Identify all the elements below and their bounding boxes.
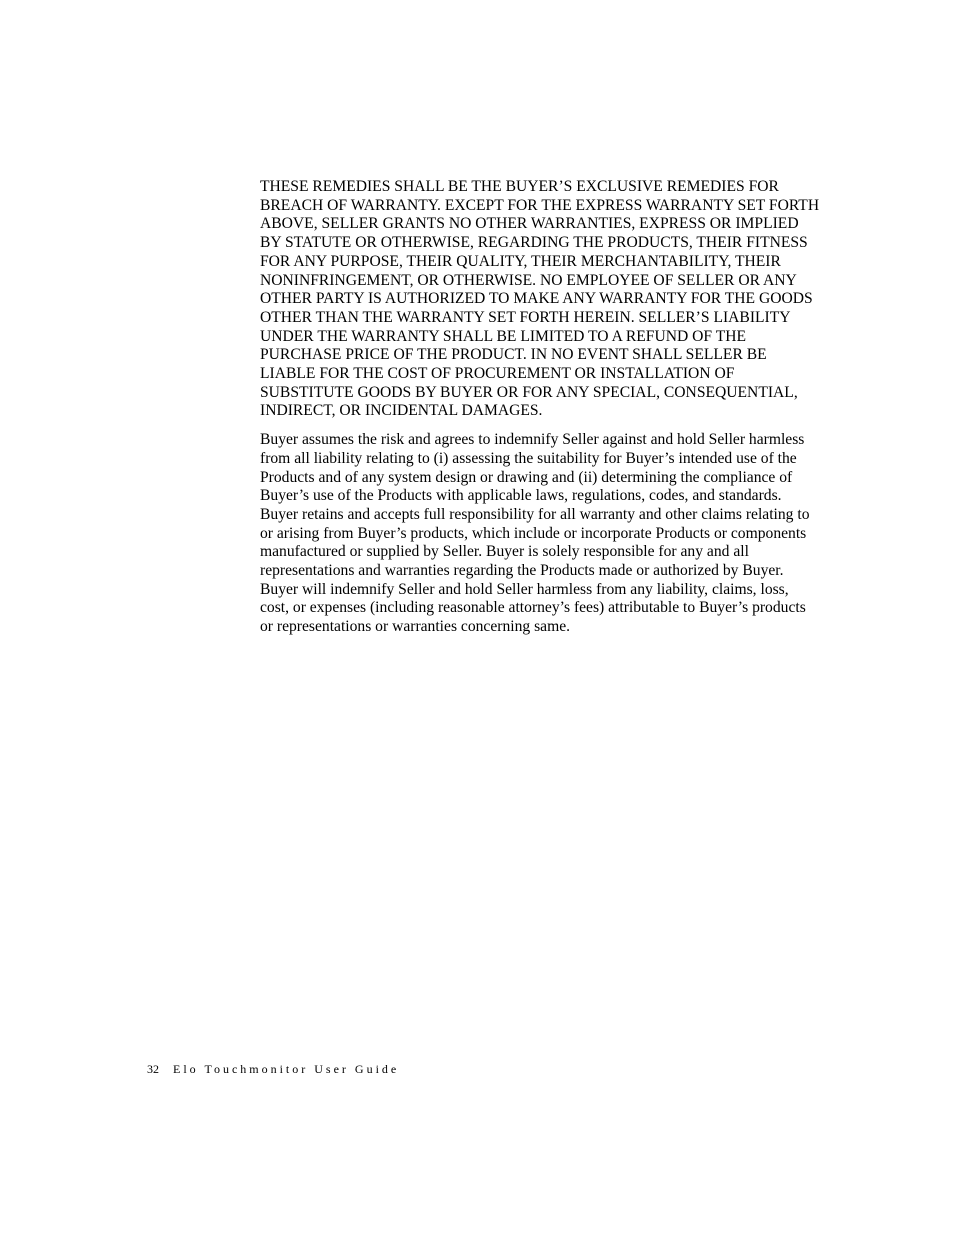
buyer-indemnification-paragraph: Buyer assumes the risk and agrees to indemnify Seller against and hold Seller harmless from all liability relating to (i) assessing the suitability for Buyer’s intended use of the Products and of any system design or drawing and (ii) determining the compliance of Buyer’s use of the Products with applicable laws, regulations, codes, and standards. Buyer retains and accepts full responsibility for all warranty and other claims relating to or arising from Buyer’s products, which include or incorporate Products or components manufactured or supplied by Seller. Buyer is solely responsible for any and all representations and warranties regarding the Products made or authorized by Buyer. Buyer will indemnify Seller and hold Seller harmless from any liability, claims, loss, cost, or expenses (including reasonable attorney’s fees) attributable to Buyer’s products or representations or warranties concerning same.	[260, 431, 810, 636]
guide-title: Elo Touchmonitor User Guide	[173, 1062, 400, 1076]
warranty-disclaimer-paragraph: THESE REMEDIES SHALL BE THE BUYER’S EXCLUSIVE REMEDIES FOR BREACH OF WARRANTY. EXCEPT FOR THE EXPRESS WARRANTY SET FORTH ABOVE, SELLER GRANTS NO OTHER WARRANTIES, EXPRESS OR IMPLIED BY STATUTE OR OTHERWISE, REGARDING THE PRODUCTS, THEIR FITNESS FOR ANY PURPOSE, THEIR QUALITY, THEIR MERCHANTABILITY, THEIR NONINFRINGEMENT, OR OTHERWISE. NO EMPLOYEE OF SELLER OR ANY OTHER PARTY IS AUTHORIZED TO MAKE ANY WARRANTY FOR THE GOODS OTHER THAN THE WARRANTY SET FORTH HEREIN. SELLER’S LIABILITY UNDER THE WARRANTY SHALL BE LIMITED TO A REFUND OF THE PURCHASE PRICE OF THE PRODUCT. IN NO EVENT SHALL SELLER BE LIABLE FOR THE COST OF PROCUREMENT OR INSTALLATION OF SUBSTITUTE GOODS BY BUYER OR FOR ANY SPECIAL, CONSEQUENTIAL, INDIRECT, OR INCIDENTAL DAMAGES.	[260, 178, 820, 420]
page-footer	[147, 1061, 399, 1077]
document-body	[260, 178, 820, 637]
page-number: 32	[147, 1062, 159, 1076]
